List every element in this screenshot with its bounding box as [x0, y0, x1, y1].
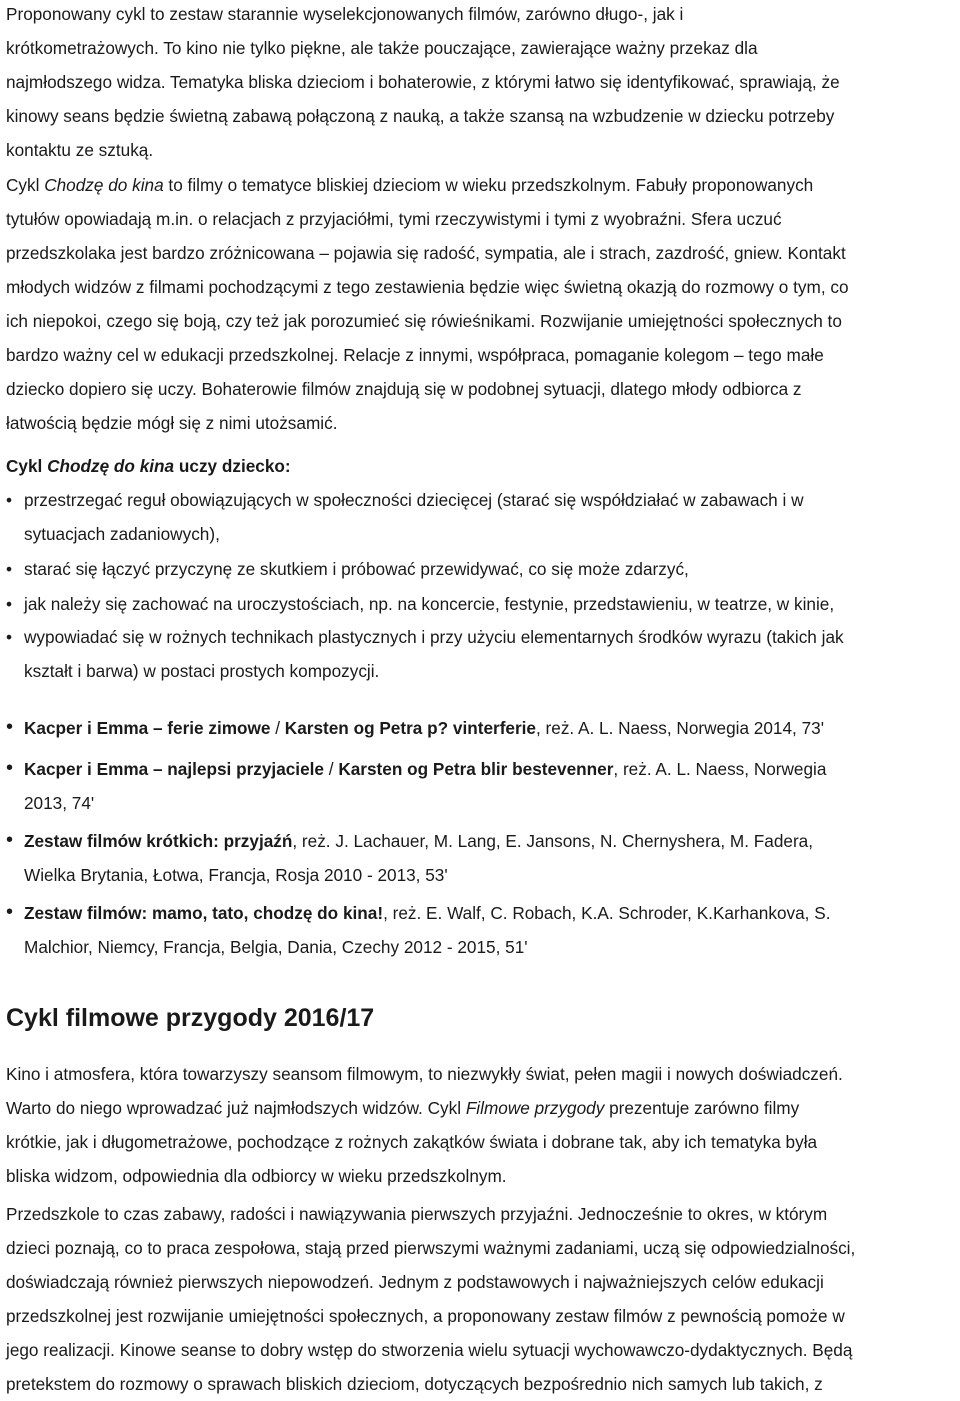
text-line: ich niepokoi, czego się boją, czy też jak porozumieć się rówieśnikami. Rozwijanie umiejętności społecznych to [6, 311, 842, 331]
film-line [6, 711, 956, 745]
text-span: Warto do niego wprowadzać już najmłodszych widzów. Cykl [6, 1098, 466, 1118]
text-line [6, 1091, 960, 1125]
film-details: Malchior, Niemcy, Francja, Belgia, Dania, Czechy 2012 - 2015, 51' [24, 937, 528, 957]
text-line [6, 168, 960, 202]
film-item [6, 824, 956, 892]
bullet-icon: • [6, 559, 13, 579]
text-line: pretekstem do rozmowy o sprawach bliskich dzieciom, dotyczących bezpośrednio nich samych lub takich, z [6, 1374, 823, 1394]
bullet-icon: • [6, 594, 13, 614]
film-details: 2013, 74' [24, 793, 95, 813]
list-item [6, 483, 956, 551]
text-span: Cykl [6, 456, 48, 476]
film-details: , reż. E. Walf, C. Robach, K.A. Schroder, K.Karhankova, S. [383, 903, 831, 923]
list-item [6, 552, 956, 586]
section2-paragraph-1 [6, 1057, 960, 1193]
list-item-text: jak należy się zachować na uroczystościach, np. na koncercie, festynie, przedstawieniu, w teatrze, w kinie, [24, 594, 835, 614]
text-line: przedszkolaka jest bardzo zróżnicowana – pojawia się radość, sympatia, ale i strach, zazdrość, gniew. Kontakt [6, 243, 846, 263]
film-original-title: Karsten og Petra p? vinterferie [284, 718, 536, 738]
text-line: młodych widzów z filmami pochodzącymi z tego zestawienia będzie więc świetną okazją do rozmowy o tym, co [6, 277, 849, 297]
bullet-icon: • [6, 627, 13, 647]
list-item [6, 620, 956, 688]
list-item [6, 587, 956, 621]
cycle-title-italic: Chodzę do kina [44, 175, 164, 195]
text-line: bardzo ważny cel w edukacji przedszkolnej. Relacje z innymi, współpraca, pomaganie kolegom – tego małe [6, 345, 824, 365]
text-line: tytułów opowiadają m.in. o relacjach z przyjaciółmi, tymi rzeczywistymi i tymi z wyobraźni. Sfera uczuć [6, 209, 782, 229]
film-line [6, 896, 956, 930]
text-line: dzieci poznają, co to praca zespołowa, stają przed pierwszymi ważnymi zadaniami, uczą się odpowiedzialności, [6, 1238, 856, 1258]
list-item-text: kształt i barwa) w postaci prostych kompozycji. [24, 661, 380, 681]
text-span: uczy dziecko: [174, 456, 291, 476]
film-title: Zestaw filmów: mamo, tato, chodzę do kina! [24, 903, 384, 923]
text-line: krótkie, jak i długometrażowe, pochodzące z rożnych zakątków świata i dobrane tak, aby ich tematyka była [6, 1132, 818, 1152]
film-details: Wielka Brytania, Łotwa, Francja, Rosja 2010 - 2013, 53' [24, 865, 448, 885]
text-span: / [270, 718, 285, 738]
text-line: kontaktu ze sztuką. [6, 140, 154, 160]
text-line [6, 449, 960, 483]
section2-paragraph-2 [6, 1197, 960, 1401]
bullet-icon: • [6, 901, 14, 923]
section-heading: Cykl filmowe przygody 2016/17 [6, 1004, 375, 1032]
film-details: , reż. A. L. Naess, Norwegia [613, 759, 827, 779]
film-details: , reż. J. Lachauer, M. Lang, E. Jansons, N. Chernyshera, M. Fadera, [292, 831, 814, 851]
text-line: łatwością będzie mógł się z nimi utożsamić. [6, 413, 338, 433]
teaches-heading [6, 449, 960, 483]
film-title: Kacper i Emma – najlepsi przyjaciele [24, 759, 324, 779]
text-span: Cykl [6, 175, 45, 195]
intro-paragraph [6, 0, 960, 167]
text-line: Proponowany cykl to zestaw starannie wyselekcjonowanych filmów, zarówno długo-, jak i [6, 4, 684, 24]
text-span: prezentuje zarówno filmy [604, 1098, 800, 1118]
film-original-title: Karsten og Petra blir bestevenner [338, 759, 614, 779]
film-line [6, 752, 956, 786]
list-item-text: starać się łączyć przyczynę ze skutkiem i próbować przewidywać, co się może zdarzyć, [24, 559, 689, 579]
bullet-icon: • [6, 716, 14, 738]
film-details: , reż. A. L. Naess, Norwegia 2014, 73' [536, 718, 824, 738]
bullet-icon: • [6, 490, 13, 510]
text-span: to filmy o tematyce bliskiej dzieciom w wieku przedszkolnym. Fabuły proponowanych [163, 175, 814, 195]
text-line: Przedszkole to czas zabawy, radości i nawiązywania pierwszych przyjaźni. Jednocześnie to okres, w którym [6, 1204, 828, 1224]
cycle-title-italic: Filmowe przygody [465, 1098, 605, 1118]
text-line: Kino i atmosfera, która towarzyszy seansom filmowym, to niezwykły świat, pełen magii i nowych doświadczeń. [6, 1064, 843, 1084]
text-line: bliska widzom, odpowiednia dla odbiorcy w wieku przedszkolnym. [6, 1166, 507, 1186]
text-line: najmłodszego widza. Tematyka bliska dzieciom i bohaterowie, z którymi łatwo się identyfikować, sprawiają, że [6, 72, 840, 92]
text-line: jego realizacji. Kinowe seanse to dobry wstęp do stworzenia wielu sytuacji wychowawczo-dydaktycznych. Będą [6, 1340, 853, 1360]
text-line: przedszkolnej jest rozwijanie umiejętności społecznych, a proponowany zestaw filmów z pewnością pomoże w [6, 1306, 845, 1326]
film-item [6, 752, 956, 820]
film-item [6, 711, 956, 745]
text-line: doświadczają również pierwszych niepowodzeń. Jednym z podstawowych i najważniejszych celów edukacji [6, 1272, 824, 1292]
text-line: kinowy seans będzie świetną zabawą połączoną z nauką, a także szansą na wzbudzenie w dziecku potrzeby [6, 106, 835, 126]
text-line: krótkometrażowych. To kino nie tylko piękne, ale także pouczające, zawierające ważny przekaz dla [6, 38, 758, 58]
film-title: Zestaw filmów krótkich: przyjaźń [24, 831, 293, 851]
bullet-icon: • [6, 757, 14, 779]
cycle-title-italic: Chodzę do kina [47, 456, 175, 476]
text-line: dziecko dopiero się uczy. Bohaterowie filmów znajdują się w podobnej sytuacji, dlatego młody odbiorca z [6, 379, 802, 399]
bullet-icon: • [6, 829, 14, 851]
list-item-text: wypowiadać się w rożnych technikach plastycznych i przy użyciu elementarnych środków wyrazu (takich jak [24, 627, 844, 647]
list-item-text: sytuacjach zadaniowych), [24, 524, 220, 544]
list-item-text: przestrzegać reguł obowiązujących w społeczności dziecięcej (starać się współdziałać w zabawach i w [24, 490, 804, 510]
film-item [6, 896, 956, 964]
film-line [6, 824, 956, 858]
cycle-description-paragraph [6, 168, 960, 440]
text-span: / [323, 759, 339, 779]
film-title: Kacper i Emma – ferie zimowe [24, 718, 271, 738]
